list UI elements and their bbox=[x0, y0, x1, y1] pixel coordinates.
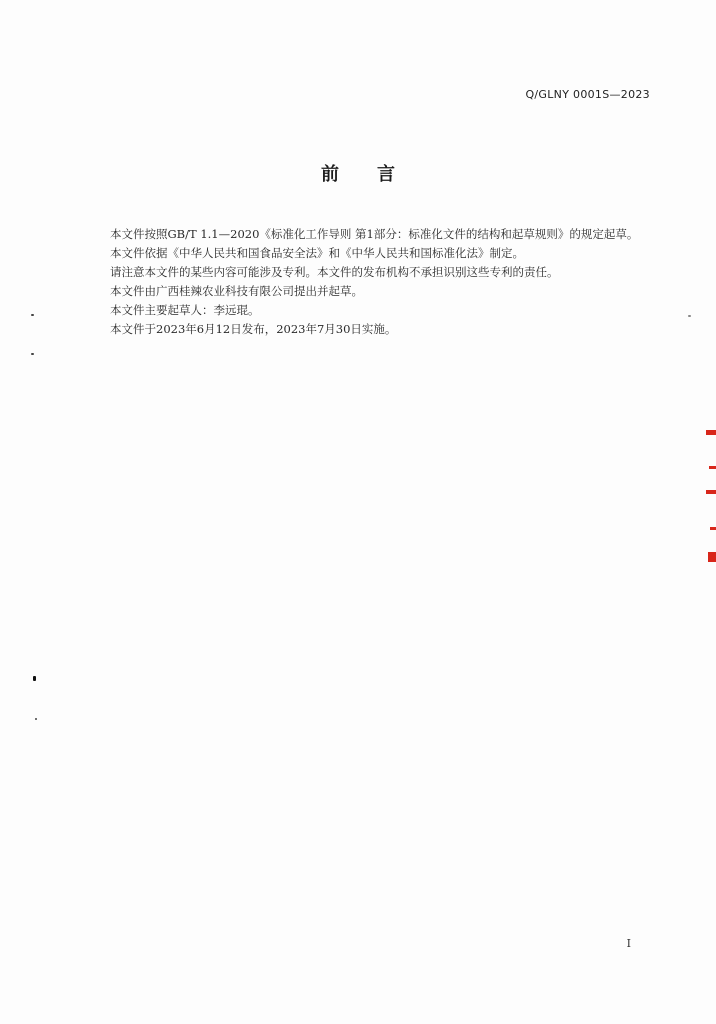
seal-edge-mark bbox=[708, 552, 716, 562]
scan-speck bbox=[35, 718, 37, 720]
paragraph-drafters: 本文件主要起草人：李远琨。 bbox=[110, 303, 260, 317]
foreword-body bbox=[87, 225, 659, 339]
page-title: 前言 bbox=[321, 164, 433, 185]
seal-edge-mark bbox=[710, 527, 716, 530]
standard-code: Q/GLNY 0001S—2023 bbox=[525, 88, 650, 101]
paragraph-dates: 本文件于2023年6月12日发布，2023年7月30日实施。 bbox=[110, 322, 397, 336]
scan-speck bbox=[688, 315, 691, 317]
paragraph-drafting-rules: 本文件按照GB/T 1.1—2020《标准化工作导则 第1部分：标准化文件的结构和起草规则》的规定起草。 bbox=[110, 227, 639, 241]
seal-edge-mark bbox=[706, 490, 716, 494]
paragraph-legal-basis: 本文件依据《中华人民共和国食品安全法》和《中华人民共和国标准化法》制定。 bbox=[110, 246, 524, 260]
scan-speck bbox=[31, 314, 34, 316]
scan-speck bbox=[31, 353, 34, 355]
paragraph-proposer: 本文件由广西桂辣农业科技有限公司提出并起草。 bbox=[110, 284, 363, 298]
page-number: I bbox=[626, 937, 631, 950]
paragraph-patent-notice: 请注意本文件的某些内容可能涉及专利。本文件的发布机构不承担识别这些专利的责任。 bbox=[110, 265, 559, 279]
seal-edge-mark bbox=[706, 430, 716, 435]
scan-speck bbox=[33, 676, 36, 681]
seal-edge-mark bbox=[709, 466, 716, 469]
